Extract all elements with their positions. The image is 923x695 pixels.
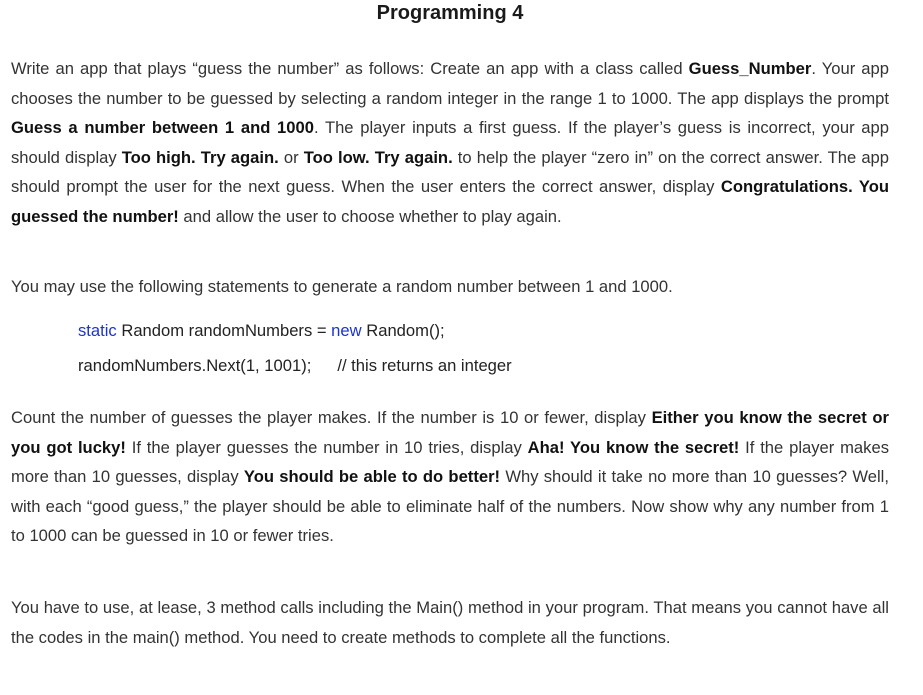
page-title: Programming 4 [376, 2, 524, 24]
text-run: or [278, 147, 304, 167]
paragraph-random-intro: You may use the following statements to generate a random number between 1 and 1000. [11, 277, 673, 296]
text-run: Write an app that plays “guess the number” as follows: Create an app with a class called [11, 59, 689, 78]
code-text: randomNumbers.Next(1, 1001); [78, 356, 312, 375]
bold-aha: Aha! You know the secret! [527, 437, 740, 457]
code-keyword-new: new [331, 321, 362, 340]
code-text: Random(); [361, 321, 445, 340]
code-keyword-static: static [78, 321, 117, 340]
text-run: Why should it take no more than 10 guesses? Well, with each “good guess,” the player should be able to eliminate half of the numbers. Now show why any number from 1 to 1000 can be guessed in 10 or fewer tries. [11, 467, 889, 546]
bold-too-high: Too high. Try again. [121, 147, 279, 167]
text-run: to help the player “zero in” on the correct answer. The app should prompt the user for the next guess. When the user enters the correct answer, display [11, 147, 890, 197]
code-comment: // this returns an integer [337, 356, 512, 375]
bold-prompt: Guess a number between 1 and 1000 [11, 118, 314, 138]
text-run: and allow the user to choose whether to play again. [178, 206, 562, 226]
text-run: Count the number of guesses the player makes. If the number is 10 or fewer, display [11, 408, 652, 427]
bold-either-you-know: Either you know the secret or you got lucky! [11, 408, 890, 457]
code-text: Random randomNumbers = [116, 321, 332, 340]
paragraph-instructions [11, 54, 889, 232]
bold-should-do-better: You should be able to do better! [243, 467, 501, 487]
bold-too-low: Too low. Try again. [303, 147, 453, 167]
code-line-1 [78, 319, 445, 343]
text-run: . Your app chooses the number to be guessed by selecting a random integer in the range 1 to 1000. The app displays the prompt [11, 59, 889, 108]
paragraph-guess-count [11, 403, 889, 551]
text-run: . The player inputs a first guess. If the player’s guess is incorrect, your app should display [11, 118, 889, 167]
paragraph-method-calls: You have to use, at lease, 3 method calls including the Main() method in your program. That means you cannot have all the codes in the main() method. You need to create methods to complete all the functions. [11, 598, 889, 647]
code-line-2 [78, 354, 512, 378]
text-run: If the player makes more than 10 guesses, display [11, 437, 889, 487]
text-run: If the player guesses the number in 10 tries, display [125, 437, 528, 457]
bold-class-name: Guess_Number [688, 59, 812, 78]
bold-congratulations: Congratulations. You guessed the number! [11, 177, 890, 226]
